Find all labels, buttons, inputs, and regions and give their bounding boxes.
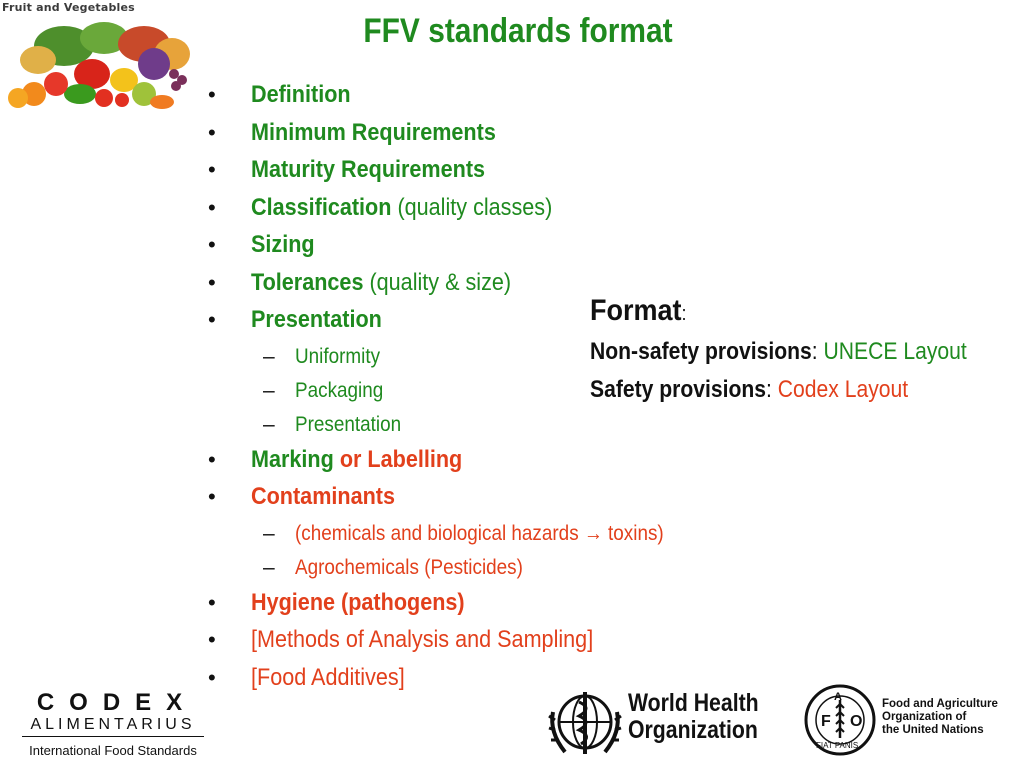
fao-letter-a: A	[834, 691, 842, 703]
list-item-part: [Food Additives]	[251, 663, 405, 691]
list-item-text	[295, 343, 380, 371]
list-item-part: Sizing	[251, 231, 315, 258]
list-item-part: Packaging	[295, 378, 384, 402]
list-item-text	[251, 230, 315, 260]
fao-letter-f: F	[821, 713, 831, 730]
list-item-part: Maturity Requirements	[251, 156, 486, 183]
list-item-text	[295, 554, 523, 582]
non-safety-sep: :	[811, 338, 824, 365]
bullet-marker: •	[208, 664, 216, 690]
bullet-marker: •	[208, 157, 216, 182]
list-item-text	[295, 411, 401, 439]
codex-logo	[20, 690, 206, 758]
list-item	[208, 445, 768, 483]
safety-line	[590, 376, 968, 404]
list-item-text	[251, 625, 593, 655]
page-title: FFV standards format	[363, 12, 673, 50]
non-safety-value: UNECE Layout	[823, 338, 967, 365]
codex-tagline: International Food Standards	[29, 743, 197, 758]
list-item-text	[251, 663, 405, 693]
list-item	[208, 193, 768, 231]
safety-label: Safety provisions	[590, 376, 767, 403]
list-item-text	[251, 305, 382, 335]
codex-word: CODEX	[36, 689, 198, 716]
list-item	[208, 80, 768, 118]
list-item	[208, 118, 768, 156]
list-item-part: Agrochemicals (Pesticides)	[295, 555, 523, 579]
dash-marker: –	[263, 344, 275, 368]
bullet-marker: •	[208, 589, 216, 615]
bullet-marker: •	[208, 194, 216, 220]
fao-line3: the United Nations	[882, 724, 984, 736]
list-item-part: Presentation	[295, 412, 402, 436]
fao-letter-o: O	[850, 713, 863, 730]
logo-title: Fruit and Vegetables	[2, 1, 135, 14]
list-item-text	[251, 445, 462, 475]
dash-marker: –	[263, 378, 275, 402]
who-line2: Organization	[628, 716, 758, 744]
list-item-part: (quality & size)	[363, 268, 512, 296]
list-item-part: Tolerances	[251, 268, 364, 296]
safety-sep: :	[766, 376, 778, 403]
format-label-text: Format	[590, 294, 682, 327]
list-item-part: [Methods of Analysis and Sampling]	[251, 626, 594, 653]
list-item-part: Uniformity	[295, 344, 381, 368]
list-item-text	[251, 118, 496, 148]
dash-marker: –	[263, 412, 275, 436]
list-item	[208, 155, 768, 193]
list-item	[208, 230, 768, 268]
list-item-part: Marking	[251, 445, 340, 473]
list-item-text	[251, 588, 465, 618]
list-item-part: or Labelling	[339, 445, 463, 473]
list-item-text	[251, 80, 351, 110]
fruit-vegetables-logo	[0, 0, 200, 120]
list-item-part: Minimum Requirements	[251, 118, 496, 146]
fao-motto: FIAT PANIS	[816, 741, 859, 750]
list-item	[208, 482, 768, 520]
sub-list-item	[208, 554, 768, 588]
format-box	[590, 294, 1020, 404]
bullet-marker: •	[208, 484, 216, 509]
list-item-text	[251, 482, 395, 512]
list-item-part: Definition	[251, 81, 351, 108]
list-item-part: Classification	[251, 193, 392, 221]
who-line1: World Health	[628, 689, 759, 717]
list-item-text	[295, 377, 383, 405]
bullet-marker: •	[208, 627, 216, 652]
format-label	[590, 294, 977, 328]
list-item-part: Presentation	[251, 306, 382, 333]
list-item-text	[251, 268, 511, 298]
dash-marker: –	[263, 555, 275, 579]
list-item-part: (chemicals and biological hazards → toxins)	[295, 521, 664, 545]
fao-line2: Organization of	[882, 711, 967, 723]
bullet-marker: •	[208, 307, 216, 332]
bullet-marker: •	[208, 82, 216, 107]
produce-icon	[4, 14, 194, 114]
fao-wordmark	[882, 698, 998, 737]
list-item-part: Contaminants	[251, 483, 396, 510]
sub-list-item	[208, 520, 768, 554]
list-item-part: (quality classes)	[391, 193, 553, 221]
list-item-text	[295, 520, 664, 548]
list-item-text	[251, 193, 552, 223]
list-item-part: Hygiene (pathogens)	[251, 588, 465, 616]
who-wordmark	[628, 690, 759, 744]
who-emblem-icon	[545, 682, 625, 762]
fao-emblem-icon	[802, 682, 878, 758]
bullet-marker: •	[208, 446, 216, 472]
codex-alimentarius: ALIMENTARIUS	[22, 716, 204, 737]
fao-line1: Food and Agriculture	[882, 698, 998, 710]
bullet-marker: •	[208, 119, 216, 145]
non-safety-label: Non-safety provisions	[590, 338, 812, 365]
bullet-marker: •	[208, 232, 216, 257]
format-label-colon: :	[681, 303, 687, 325]
dash-marker: –	[263, 521, 275, 545]
list-item-text	[251, 155, 485, 185]
list-item	[208, 625, 768, 663]
sub-list-item	[208, 411, 768, 445]
bullet-marker: •	[208, 269, 216, 295]
non-safety-line	[590, 338, 968, 366]
safety-value: Codex Layout	[777, 376, 909, 403]
list-item	[208, 588, 768, 626]
